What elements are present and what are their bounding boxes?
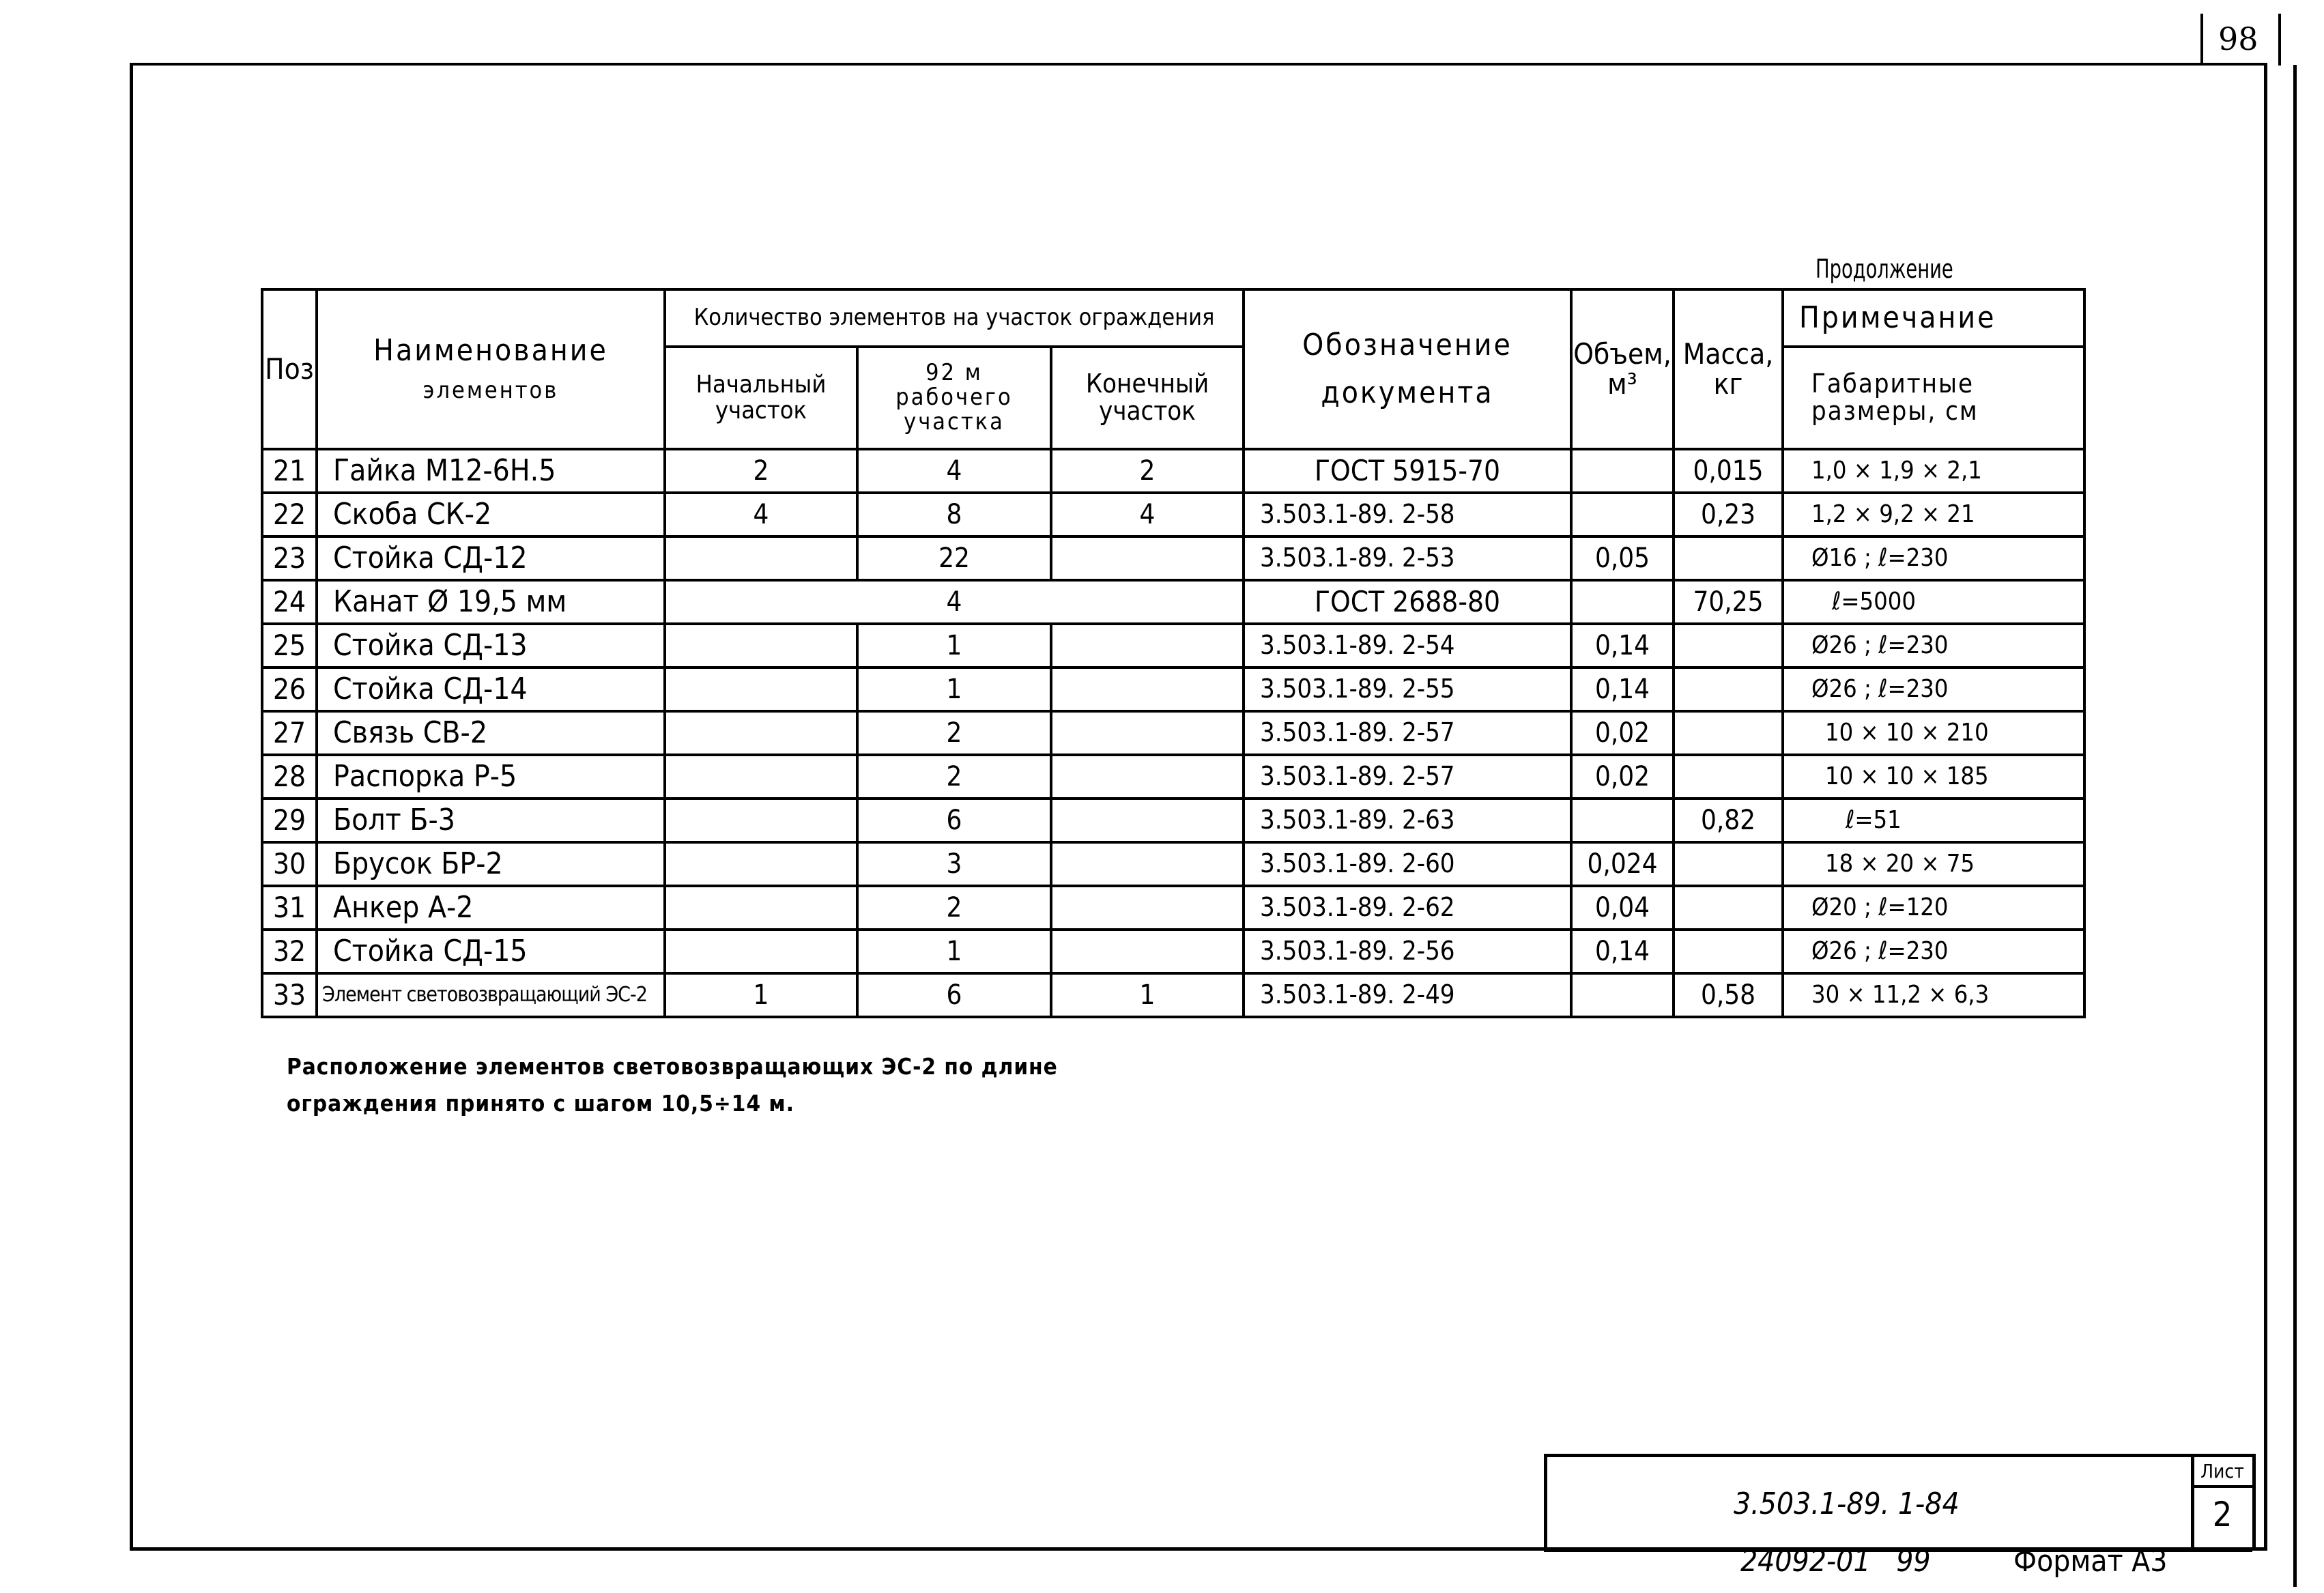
cell-qty-work: 8 bbox=[857, 493, 1051, 536]
cell-qty-end bbox=[1051, 886, 1244, 930]
cell-name: Распорка Р-5 bbox=[317, 755, 665, 799]
cell-qty-work: 1 bbox=[857, 624, 1051, 668]
header-volume-line1: Объем, bbox=[1573, 336, 1672, 371]
cell-qty-end bbox=[1051, 668, 1244, 711]
cell-name: Связь СВ-2 bbox=[317, 711, 665, 755]
header-pos: Поз bbox=[262, 289, 317, 449]
cell-name: Стойка СД-14 bbox=[317, 668, 665, 711]
table-row bbox=[262, 842, 2084, 886]
table-row bbox=[262, 580, 2084, 624]
cell-qty-end bbox=[1051, 755, 1244, 799]
header-dims-line1: Габаритные bbox=[1811, 369, 1975, 399]
cell-qty-merged: 4 bbox=[665, 580, 1244, 624]
cell-qty-work: 2 bbox=[857, 755, 1051, 799]
document-code: 3.503.1-89. 1-84 bbox=[1734, 1487, 1960, 1521]
header-quantity-group: Количество элементов на участок ограждения bbox=[665, 289, 1244, 347]
cell-dims: 10 × 10 × 185 bbox=[1783, 755, 2084, 799]
table-row bbox=[262, 711, 2084, 755]
cell-volume: 0,02 bbox=[1571, 755, 1674, 799]
cell-qty-work: 2 bbox=[857, 886, 1051, 930]
cell-dims: Ø26 ; ℓ=230 bbox=[1783, 624, 2084, 668]
cell-qty-end bbox=[1051, 711, 1244, 755]
cell-doc: 3.503.1-89. 2-57 bbox=[1244, 755, 1571, 799]
cell-doc: 3.503.1-89. 2-54 bbox=[1244, 624, 1571, 668]
cell-dims: 1,0 × 1,9 × 2,1 bbox=[1783, 449, 2084, 493]
cell-dims: 10 × 10 × 210 bbox=[1783, 711, 2084, 755]
cell-doc: 3.503.1-89. 2-53 bbox=[1244, 536, 1571, 580]
cell-qty-end: 4 bbox=[1051, 493, 1244, 536]
header-doc-line1: Обозначение bbox=[1302, 327, 1512, 362]
cell-qty-work: 1 bbox=[857, 930, 1051, 973]
cell-mass bbox=[1674, 930, 1783, 973]
cell-qty-start bbox=[665, 668, 857, 711]
table-row bbox=[262, 755, 2084, 799]
cell-name: Болт Б-3 bbox=[317, 799, 665, 842]
header-qty-work bbox=[857, 347, 1051, 449]
cell-qty-start bbox=[665, 930, 857, 973]
cell-doc: 3.503.1-89. 2-60 bbox=[1244, 842, 1571, 886]
table-row bbox=[262, 449, 2084, 493]
table-row bbox=[262, 624, 2084, 668]
header-volume bbox=[1571, 289, 1674, 449]
cell-qty-end bbox=[1051, 930, 1244, 973]
sheet-label: Лист bbox=[2192, 1458, 2252, 1488]
cell-dims: Ø20 ; ℓ=120 bbox=[1783, 886, 2084, 930]
cell-name: Скоба СК-2 bbox=[317, 493, 665, 536]
cell-mass bbox=[1674, 536, 1783, 580]
cell-dims: 1,2 × 9,2 × 21 bbox=[1783, 493, 2084, 536]
cell-pos: 23 bbox=[262, 536, 317, 580]
cell-doc: 3.503.1-89. 2-57 bbox=[1244, 711, 1571, 755]
cell-qty-work: 1 bbox=[857, 668, 1051, 711]
cell-qty-work: 4 bbox=[857, 449, 1051, 493]
table-row bbox=[262, 493, 2084, 536]
cell-volume bbox=[1571, 580, 1674, 624]
table-row bbox=[262, 668, 2084, 711]
cell-dims: ℓ=51 bbox=[1783, 799, 2084, 842]
cell-volume: 0,024 bbox=[1571, 842, 1674, 886]
cell-volume: 0,14 bbox=[1571, 930, 1674, 973]
cell-name: Брусок БР-2 bbox=[317, 842, 665, 886]
cell-qty-start: 4 bbox=[665, 493, 857, 536]
cell-pos: 24 bbox=[262, 580, 317, 624]
table-row bbox=[262, 930, 2084, 973]
cell-dims: Ø16 ; ℓ=230 bbox=[1783, 536, 2084, 580]
cell-mass: 70,25 bbox=[1674, 580, 1783, 624]
cell-doc: 3.503.1-89. 2-56 bbox=[1244, 930, 1571, 973]
cell-volume bbox=[1571, 449, 1674, 493]
table-row bbox=[262, 886, 2084, 930]
header-dims-line2: размеры, см bbox=[1811, 396, 1979, 426]
cell-name: Стойка СД-15 bbox=[317, 930, 665, 973]
table-row bbox=[262, 799, 2084, 842]
cell-qty-end bbox=[1051, 842, 1244, 886]
cell-qty-end bbox=[1051, 536, 1244, 580]
cell-pos: 29 bbox=[262, 799, 317, 842]
cell-pos: 21 bbox=[262, 449, 317, 493]
cell-pos: 31 bbox=[262, 886, 317, 930]
format-label: Формат А3 bbox=[2013, 1544, 2168, 1579]
cell-qty-work: 2 bbox=[857, 711, 1051, 755]
binding-margin-line bbox=[2293, 65, 2297, 1587]
cell-mass bbox=[1674, 886, 1783, 930]
header-qty-end-line1: Конечный bbox=[1085, 369, 1209, 399]
cell-pos: 25 bbox=[262, 624, 317, 668]
cell-qty-work: 6 bbox=[857, 799, 1051, 842]
cell-volume: 0,02 bbox=[1571, 711, 1674, 755]
header-doc-line2: документа bbox=[1321, 375, 1494, 410]
cell-pos: 28 bbox=[262, 755, 317, 799]
cell-doc: 3.503.1-89. 2-63 bbox=[1244, 799, 1571, 842]
cell-doc: ГОСТ 2688-80 bbox=[1244, 580, 1571, 624]
cell-doc: 3.503.1-89. 2-55 bbox=[1244, 668, 1571, 711]
cell-pos: 26 bbox=[262, 668, 317, 711]
header-qty-end bbox=[1051, 347, 1244, 449]
cell-dims: 18 × 20 × 75 bbox=[1783, 842, 2084, 886]
cell-mass: 0,23 bbox=[1674, 493, 1783, 536]
cell-dims: 30 × 11,2 × 6,3 bbox=[1783, 973, 2084, 1017]
cell-volume: 0,04 bbox=[1571, 886, 1674, 930]
cell-mass bbox=[1674, 711, 1783, 755]
header-qty-end-line2: участок bbox=[1099, 396, 1196, 426]
cell-pos: 22 bbox=[262, 493, 317, 536]
header-mass-line2: кг bbox=[1713, 367, 1743, 401]
cell-qty-work: 22 bbox=[857, 536, 1051, 580]
cell-mass: 0,58 bbox=[1674, 973, 1783, 1017]
header-volume-line2: м³ bbox=[1607, 367, 1637, 401]
sheet-number: 2 bbox=[2212, 1495, 2233, 1534]
cell-volume: 0,05 bbox=[1571, 536, 1674, 580]
header-mass-line1: Масса, bbox=[1682, 336, 1774, 371]
cell-qty-start bbox=[665, 842, 857, 886]
cell-pos: 33 bbox=[262, 973, 317, 1017]
cell-volume bbox=[1571, 493, 1674, 536]
cell-doc: ГОСТ 5915-70 bbox=[1244, 449, 1571, 493]
cell-qty-end: 2 bbox=[1051, 449, 1244, 493]
cell-dims: Ø26 ; ℓ=230 bbox=[1783, 668, 2084, 711]
header-note: Примечание bbox=[1783, 289, 2084, 347]
header-qty-start-line2: участок bbox=[715, 397, 807, 425]
header-dimensions bbox=[1783, 347, 2084, 449]
specification-table bbox=[261, 288, 2086, 1018]
cell-qty-work: 3 bbox=[857, 842, 1051, 886]
cell-qty-start bbox=[665, 755, 857, 799]
cell-mass bbox=[1674, 624, 1783, 668]
cell-mass bbox=[1674, 755, 1783, 799]
cell-qty-end bbox=[1051, 624, 1244, 668]
cell-qty-start bbox=[665, 886, 857, 930]
cell-pos: 27 bbox=[262, 711, 317, 755]
cell-doc: 3.503.1-89. 2-62 bbox=[1244, 886, 1571, 930]
cell-name: Стойка СД-13 bbox=[317, 624, 665, 668]
cell-mass: 0,015 bbox=[1674, 449, 1783, 493]
cell-qty-end: 1 bbox=[1051, 973, 1244, 1017]
cell-qty-start: 2 bbox=[665, 449, 857, 493]
footnote-line1: Расположение элементов световозвращающих ЭС-2 по длине bbox=[287, 1053, 1058, 1080]
cell-qty-work: 6 bbox=[857, 973, 1051, 1017]
continuation-label: Продолжение bbox=[1816, 254, 1953, 284]
cell-name: Элемент световозвращающий ЭС-2 bbox=[317, 973, 665, 1017]
cell-name: Гайка М12-6Н.5 bbox=[317, 449, 665, 493]
footnote-line2: ограждения принято с шагом 10,5÷14 м. bbox=[287, 1090, 794, 1117]
header-name bbox=[317, 289, 665, 449]
header-name-line1: Наименование bbox=[373, 333, 608, 369]
cell-pos: 30 bbox=[262, 842, 317, 886]
page-number: 98 bbox=[2218, 20, 2258, 57]
cell-mass bbox=[1674, 842, 1783, 886]
cell-name: Канат Ø 19,5 мм bbox=[317, 580, 665, 624]
cell-qty-start bbox=[665, 624, 857, 668]
cell-volume: 0,14 bbox=[1571, 668, 1674, 711]
header-qty-work-line3: участка bbox=[904, 407, 1005, 435]
header-qty-work-line2: рабочего bbox=[895, 384, 1013, 412]
header-qty-work-line1: 92 м bbox=[926, 359, 983, 387]
cell-dims: ℓ=5000 bbox=[1783, 580, 2084, 624]
cell-pos: 32 bbox=[262, 930, 317, 973]
table-row bbox=[262, 536, 2084, 580]
cell-qty-end bbox=[1051, 799, 1244, 842]
header-qty-start-line1: Начальный bbox=[695, 371, 827, 399]
cell-name: Стойка СД-12 bbox=[317, 536, 665, 580]
cell-qty-start bbox=[665, 536, 857, 580]
archive-number: 24092-01 99 bbox=[1740, 1544, 1931, 1579]
cell-qty-start: 1 bbox=[665, 973, 857, 1017]
cell-volume bbox=[1571, 799, 1674, 842]
table-row bbox=[262, 973, 2084, 1017]
cell-dims: Ø26 ; ℓ=230 bbox=[1783, 930, 2084, 973]
cell-doc: 3.503.1-89. 2-58 bbox=[1244, 493, 1571, 536]
cell-doc: 3.503.1-89. 2-49 bbox=[1244, 973, 1571, 1017]
cell-qty-start bbox=[665, 711, 857, 755]
cell-volume bbox=[1571, 973, 1674, 1017]
header-document bbox=[1244, 289, 1571, 449]
header-name-line2: элементов bbox=[422, 377, 559, 405]
cell-mass: 0,82 bbox=[1674, 799, 1783, 842]
header-mass bbox=[1674, 289, 1783, 449]
cell-qty-start bbox=[665, 799, 857, 842]
footnote bbox=[287, 1048, 1058, 1122]
cell-mass bbox=[1674, 668, 1783, 711]
cell-name: Анкер А-2 bbox=[317, 886, 665, 930]
header-qty-start bbox=[665, 347, 857, 449]
cell-volume: 0,14 bbox=[1571, 624, 1674, 668]
